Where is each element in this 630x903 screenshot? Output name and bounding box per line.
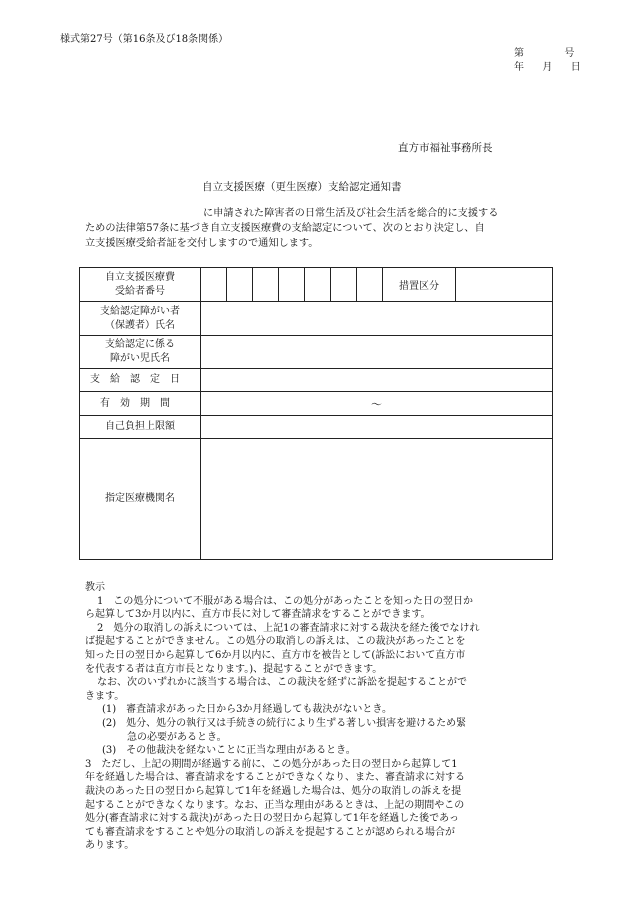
notice-line: 急の必要があるとき。 [127,731,227,743]
notice-line: ても審査請求をすることや処分の取消しの訴えを提起することが認められる場合が [85,826,455,838]
number-suffix: 号 [564,48,575,59]
appeal-notice [85,581,555,853]
medical-institution-value[interactable] [201,439,553,560]
table-row [80,439,553,560]
notice-line: 1 この処分について不服がある場合は、この処分があったことを知った日の翌日か [97,595,474,607]
digit-cell[interactable] [279,268,305,302]
certification-table [79,267,553,560]
label-line: 自立支援医療費 [105,271,175,283]
certification-date-value[interactable] [201,369,553,392]
issuer-name: 直方市福祉事務所長 [398,142,493,154]
intro-line: に申請された障害者の日常生活及び社会生活を総合的に支援する [203,208,499,219]
notice-line: きます。 [85,690,125,702]
table-row [80,416,553,439]
form-number: 様式第27号（第16条及び18条関係） [60,34,229,45]
digit-cell[interactable] [227,268,253,302]
notice-line: ば提起することができません。この処分の取消しの訴えは、この裁決があったことを [85,636,466,648]
day-label: 日 [570,62,581,73]
notice-line: 知った日の翌日から起算して6か月以内に、直方市を被告として(訴訟において直方市 [85,649,466,661]
digit-cell[interactable] [253,268,279,302]
child-name-value[interactable] [201,336,553,369]
validity-period-label: 有効期間 [80,392,201,416]
digit-cell[interactable] [331,268,357,302]
measure-category-value[interactable] [456,268,553,302]
notice-line: 3 ただし、上記の期間が経過する前に、この処分があった日の翌日から起算して1 [85,758,458,770]
label-line: 障がい児氏名 [110,353,170,364]
label-line: （保護者）氏名 [105,319,175,331]
notice-line: あります。 [85,840,135,852]
table-row [80,336,553,369]
measure-category-label: 措置区分 [383,268,456,302]
label-line: 受給者番号 [115,285,165,297]
notice-line: を代表する者は直方市長となります。)、提起することができます。 [85,663,383,675]
digit-cell[interactable] [201,268,227,302]
notice-heading: 教示 [85,582,105,593]
document-number-line [514,44,574,59]
notice-line: なお、次のいずれかに該当する場合は、この裁決を経ずに訴訟を提起することがで [97,677,467,689]
certification-date-label: 支給認定日 [80,369,201,392]
medical-institution-label: 指定医療機関名 [80,439,201,560]
child-name-label [80,336,201,369]
table-row [80,302,553,336]
notice-line: 処分(審査請求に対する裁決)があった日の翌日から起算して1年を経過した後であっ [85,813,459,825]
copay-limit-value[interactable] [201,416,553,439]
table-row [80,369,553,392]
number-prefix: 第 [514,48,524,59]
notice-line: 起することができなくなります。なお、正当な理由があるときは、上記の期間やこの [85,799,465,811]
notice-line: (1) 審査請求があった日から3か月経過しても裁決がないとき。 [102,704,393,716]
notice-line: (2) 処分、処分の執行又は手続きの続行により生ずる著しい損害を避けるため緊 [102,717,467,729]
digit-cell[interactable] [305,268,331,302]
year-label: 年 [514,62,524,73]
copay-limit-label: 自己負担上限額 [80,416,201,439]
month-label: 月 [542,62,553,73]
intro-line: 立支援医療受給者証を交付しますので通知します。 [85,238,319,249]
validity-tilde: ～ [371,397,382,411]
notice-line: (3) その他裁決を経ないことに正当な理由があるとき。 [102,745,356,757]
notice-line: ら起算して3か月以内に、直方市長に対して審査請求をすることができます。 [85,609,431,621]
notice-line: 2 処分の取消しの訴えについては、上記1の審査請求に対する裁決を経た後でなけれ [97,622,480,634]
validity-period-value[interactable] [201,392,553,416]
table-row [80,392,553,416]
person-name-value[interactable] [201,302,553,336]
person-name-label [80,302,201,336]
intro-paragraph [85,206,555,251]
label-line: 支給認定に係る [105,339,175,350]
label-line: 支給認定障がい者 [100,305,180,317]
intro-line: ための法律第57条に基づき自立支援医療費の支給認定について、次のとおり決定し、自 [85,223,485,234]
document-title: 自立支援医療（更生医療）支給認定通知書 [202,181,402,193]
table-row [80,268,553,302]
notice-line: 年を経過した場合は、審査請求をすることができなくなり、また、審査請求に対する [85,772,465,784]
notice-line: 裁決のあった日の翌日から起算して1年を経過した場合は、処分の取消しの訴えを提 [85,785,462,797]
date-line [514,58,581,73]
digit-cell[interactable] [357,268,383,302]
recipient-number-label [80,268,201,302]
